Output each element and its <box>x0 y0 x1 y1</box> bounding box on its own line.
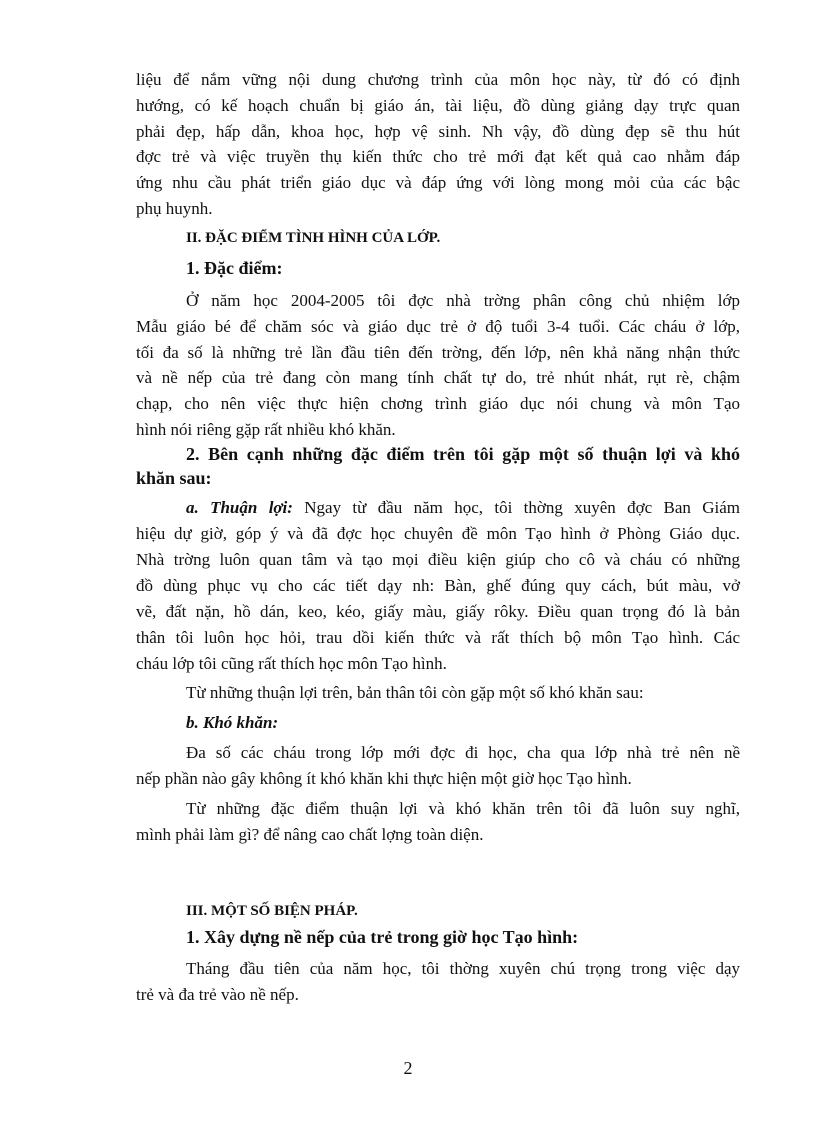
text-line: mình phải làm gì? để nâng cao chất lợng toàn diện. <box>136 825 484 844</box>
text-line: Đa số các cháu trong lớp mới đợc đi học, cha qua lớp nhà trẻ nên nề <box>186 743 740 762</box>
difficulties-label: b. Khó khăn: <box>186 713 279 732</box>
subsection-heading: 1. Xây dựng nề nếp của trẻ trong giờ học Tạo hình: <box>186 927 579 947</box>
text-line: đợc trẻ và việc truyền thụ kiến thức cho trẻ mới đạt kết quả cao nhằm đáp <box>136 147 740 167</box>
text-line: phải đẹp, hấp dẫn, khoa học, hợp vệ sinh. Nh vậy, đồ dùng đẹp sẽ thu hút <box>136 121 740 141</box>
text-line: Mẫu giáo bé để chăm sóc và giáo dục trẻ ở độ tuổi 3-4 tuổi. Các cháu ở lớp, <box>136 316 740 336</box>
characteristics-paragraph <box>136 288 740 443</box>
text-line: phụ huynh. <box>136 198 213 218</box>
text-line: nếp phần nào gây không ít khó khăn khi thực hiện một giờ học Tạo hình. <box>136 769 632 788</box>
text-line: trẻ và đa trẻ vào nề nếp. <box>136 985 299 1004</box>
page-number: 2 <box>403 1058 413 1078</box>
routine-paragraph <box>136 956 740 1008</box>
text-line: và nề nếp của trẻ đang còn mang tính chất tự do, trẻ nhút nhát, rụt rè, chậm <box>136 368 740 388</box>
difficulties-paragraph <box>136 740 740 792</box>
text-line: vẽ, đất nặn, hồ dán, keo, kéo, giấy màu, giấy rôky. Điều quan trọng đó là bản <box>136 602 740 621</box>
text-line: hướng, có kế hoạch chuẩn bị giáo án, tài liệu, đồ dùng giảng dạy trực quan <box>136 95 740 115</box>
transition-paragraph <box>136 680 740 706</box>
text-line: tối đa số là những trẻ lần đầu tiên đến trờng, đến lớp, nên khả năng nhận thức <box>136 342 740 362</box>
text-line: đồ dùng phục vụ cho các tiết dạy nh: Bàn, ghế đúng quy cách, bút màu, vở <box>136 576 740 595</box>
intro-paragraph <box>136 67 740 222</box>
text-line: Ở năm học 2004-2005 tôi đợc nhà trờng phân công chủ nhiệm lớp <box>186 291 740 310</box>
text-line: 2. Bên cạnh những đặc điểm trên tôi gặp một số thuận lợi và khó <box>186 444 740 464</box>
section-heading: II. ĐẶC ĐIỂM TÌNH HÌNH CỦA LỚP. <box>186 230 441 246</box>
text-line: Tháng đầu tiên của năm học, tôi thờng xuyên chú trọng trong việc dạy <box>186 959 740 978</box>
text-line: Từ những đặc điểm thuận lợi và khó khăn trên tôi đã luôn suy nghĩ, <box>186 799 740 818</box>
subsection-heading: 1. Đặc điểm: <box>186 258 283 278</box>
conclusion-paragraph <box>136 796 740 848</box>
advantages-paragraph <box>136 495 740 677</box>
text-line: liệu để nắm vững nội dung chương trình của môn học này, từ đó có định <box>136 70 740 89</box>
text-line: cháu lớp tôi cũng rất thích học môn Tạo hình. <box>136 654 447 673</box>
text-line: khăn sau: <box>136 468 212 488</box>
advantages-label: a. Thuận lợi: <box>186 498 293 517</box>
subsection-heading-2 <box>136 442 740 490</box>
text-line: Nhà trờng luôn quan tâm và tạo mọi điều kiện giúp cho cô và cháu có những <box>136 550 740 569</box>
advantages-first-line: Ngay từ đầu năm học, tôi thờng xuyên đợc Ban Giám <box>292 498 740 517</box>
text-line: hình nói riêng gặp rất nhiều khó khăn. <box>136 419 396 439</box>
difficulties-label-line <box>136 710 740 736</box>
text-line: thân tôi luôn học hỏi, trau dồi kiến thức và rất thích bộ môn Tạo hình. Các <box>136 628 740 647</box>
text-line: Từ những thuận lợi trên, bản thân tôi còn gặp một số khó khăn sau: <box>186 683 644 702</box>
text-line <box>136 495 740 521</box>
text-line: ứng nhu cầu phát triển giáo dục và đáp ứng với lòng mong mỏi của các bậc <box>136 173 740 193</box>
text-line: hiệu dự giờ, góp ý và đã đợc học chuyên đề môn Tạo hình ở Phòng Giáo dục. <box>136 524 740 543</box>
section-heading: III. MỘT SỐ BIỆN PHÁP. <box>186 903 358 919</box>
text-line: chạp, cho nên việc thực hiện chơng trình giáo dục nói chung và môn Tạo <box>136 394 740 414</box>
